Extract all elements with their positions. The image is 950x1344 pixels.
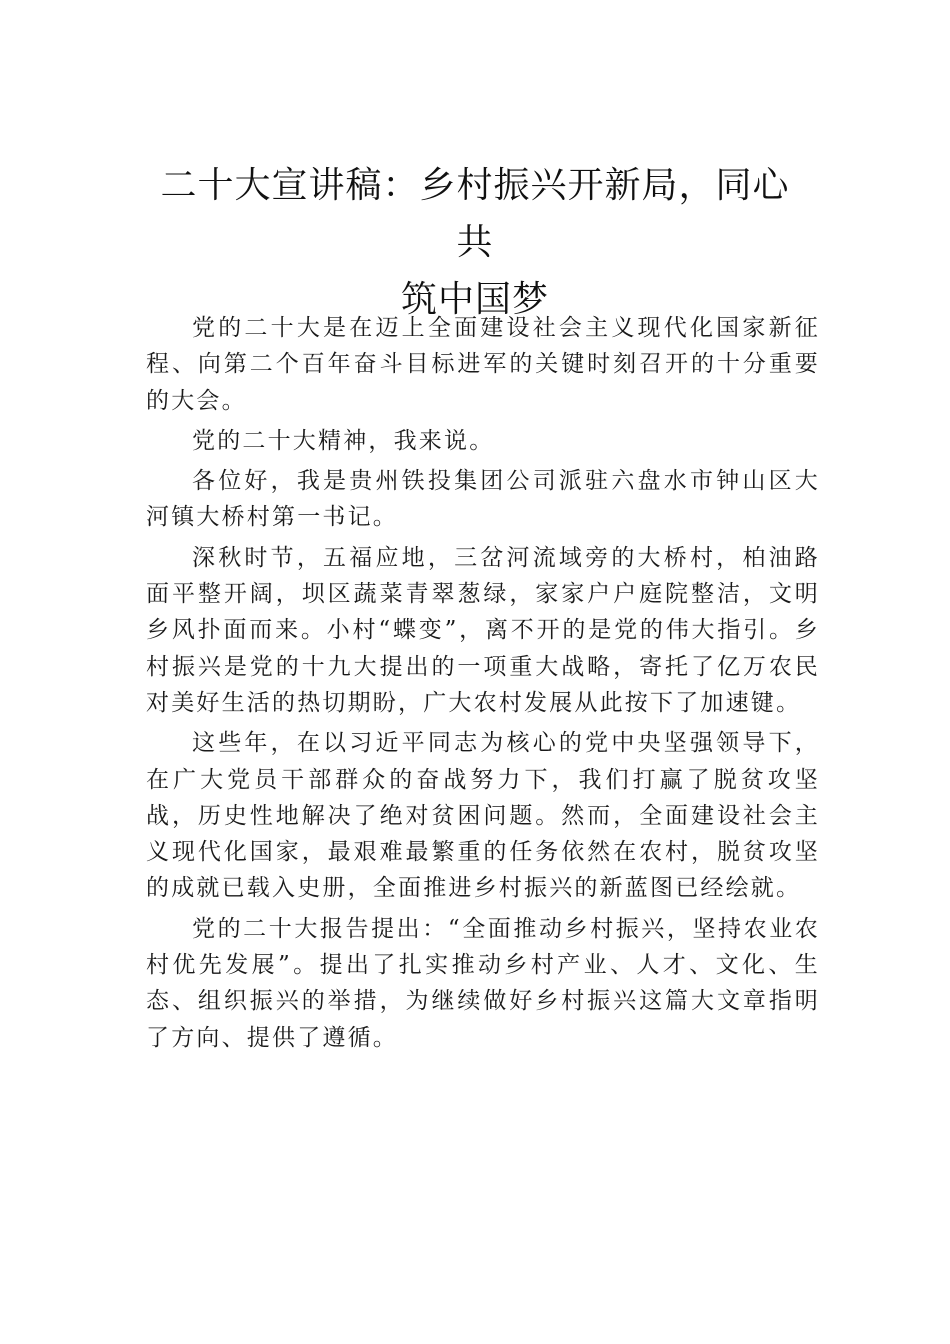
title-line-1: 二十大宣讲稿：乡村振兴开新局，同心共 — [160, 165, 790, 263]
paragraph-4: 深秋时节，五福应地，三岔河流域旁的大桥村，柏油路面平整开阔，坝区蔬菜青翠葱绿，家家户户庭院整洁，文明乡风扑面而来。小村“蝶变”，离不开的是党的伟大指引。乡村振兴是党的十九大提出的一项重大战略，寄托了亿万农民对美好生活的热切期盼，广大农村发展从此按下了加速键。 — [146, 544, 820, 716]
paragraph-1: 党的二十大是在迈上全面建设社会主义现代化国家新征程、向第二个百年奋斗目标进军的关键时刻召开的十分重要的大会。 — [146, 315, 820, 414]
paragraph-2: 党的二十大精神，我来说。 — [192, 427, 495, 454]
document-title — [150, 157, 800, 328]
paragraph-5: 这些年，在以习近平同志为核心的党中央坚强领导下，在广大党员干部群众的奋战努力下，我们打赢了脱贫攻坚战，历史性地解决了绝对贫困问题。然而，全面建设社会主义现代化国家，最艰难最繁重的任务依然在农村，脱贫攻坚的成就已载入史册，全面推进乡村振兴的新蓝图已经绘就。 — [146, 730, 820, 902]
paragraph-6: 党的二十大报告提出：“全面推动乡村振兴，坚持农业农村优先发展”。提出了扎实推动乡村产业、人才、文化、生态、组织振兴的举措，为继续做好乡村振兴这篇大文章指明了方向、提供了遵循。 — [146, 915, 820, 1051]
document-body — [146, 310, 820, 1060]
title-line-2: 筑中国梦 — [400, 279, 549, 320]
paragraph-3: 各位好，我是贵州铁投集团公司派驻六盘水市钟山区大河镇大桥村第一书记。 — [146, 468, 820, 531]
